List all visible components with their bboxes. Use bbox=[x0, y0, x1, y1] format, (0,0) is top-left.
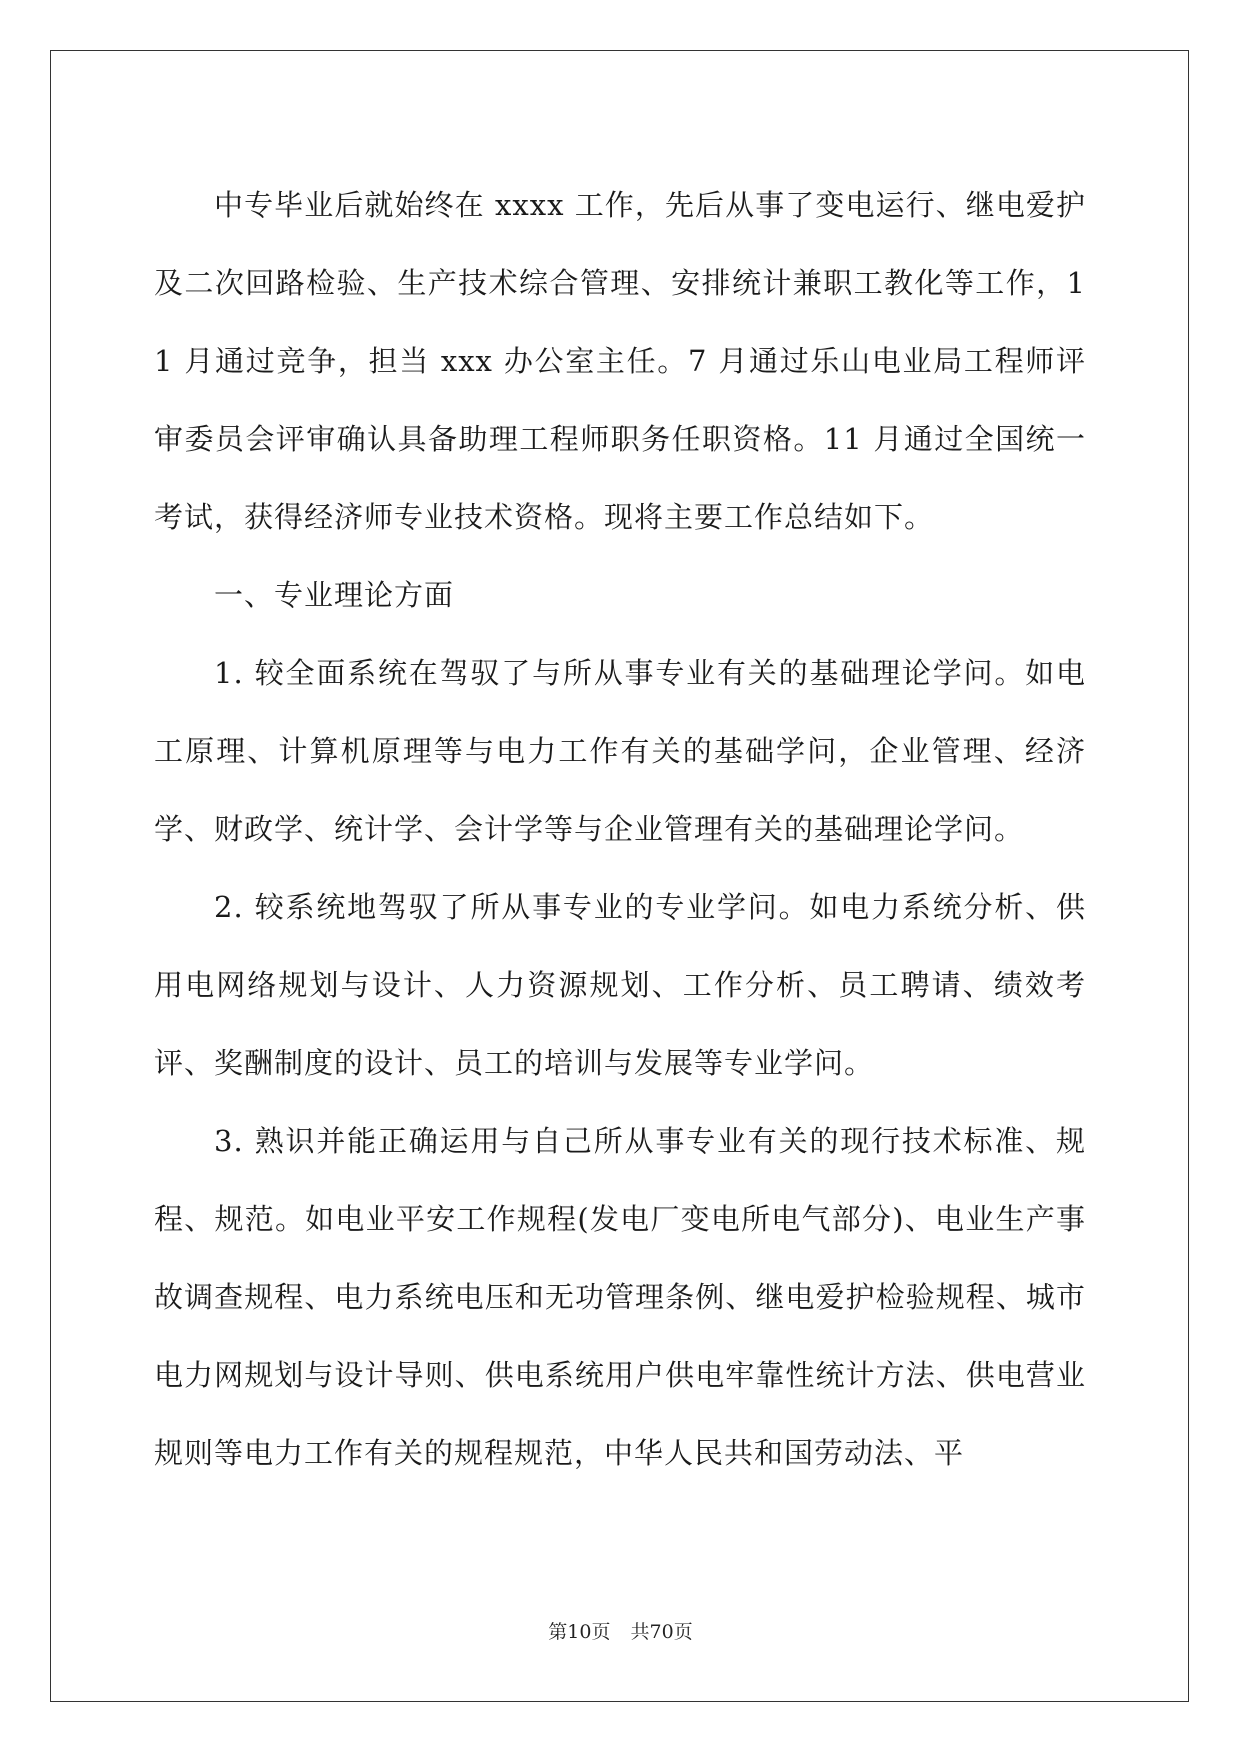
page-number: 第10页 bbox=[548, 1621, 611, 1643]
paragraph-item-3: 3. 熟识并能正确运用与自己所从事专业有关的现行技术标准、规程、规范。如电业平安工作规程(发电厂变电所电气部分)、电业生产事故调查规程、电力系统电压和无功管理条例、继电爱护检验规程、城市电力网规划与设计导则、供电系统用户供电牢靠性统计方法、供电营业规则等电力工作有关的规程规范，中华人民共和国劳动法、平 bbox=[154, 1124, 1086, 1470]
paragraph-intro: 中专毕业后就始终在 xxxx 工作，先后从事了变电运行、继电爱护及二次回路检验、生产技术综合管理、安排统计兼职工教化等工作，11 月通过竞争，担当 xxx 办公室主任。7 月通过乐山电业局工程师评审委员会评审确认具备助理工程师职务任职资格。11 月通过全国统一考试，获得经济师专业技术资格。现将主要工作总结如下。 bbox=[154, 188, 1086, 534]
paragraph-item-2: 2. 较系统地驾驭了所从事专业的专业学问。如电力系统分析、供用电网络规划与设计、人力资源规划、工作分析、员工聘请、绩效考评、奖酬制度的设计、员工的培训与发展等专业学问。 bbox=[154, 890, 1086, 1080]
paragraph-item-1: 1. 较全面系统在驾驭了与所从事专业有关的基础理论学问。如电工原理、计算机原理等与电力工作有关的基础学问，企业管理、经济学、财政学、统计学、会计学等与企业管理有关的基础理论学问。 bbox=[154, 656, 1086, 846]
total-pages: 共70页 bbox=[630, 1621, 693, 1643]
section-heading: 一、专业理论方面 bbox=[214, 578, 455, 612]
page-footer bbox=[0, 1620, 1241, 1644]
document-body bbox=[154, 166, 1086, 1492]
